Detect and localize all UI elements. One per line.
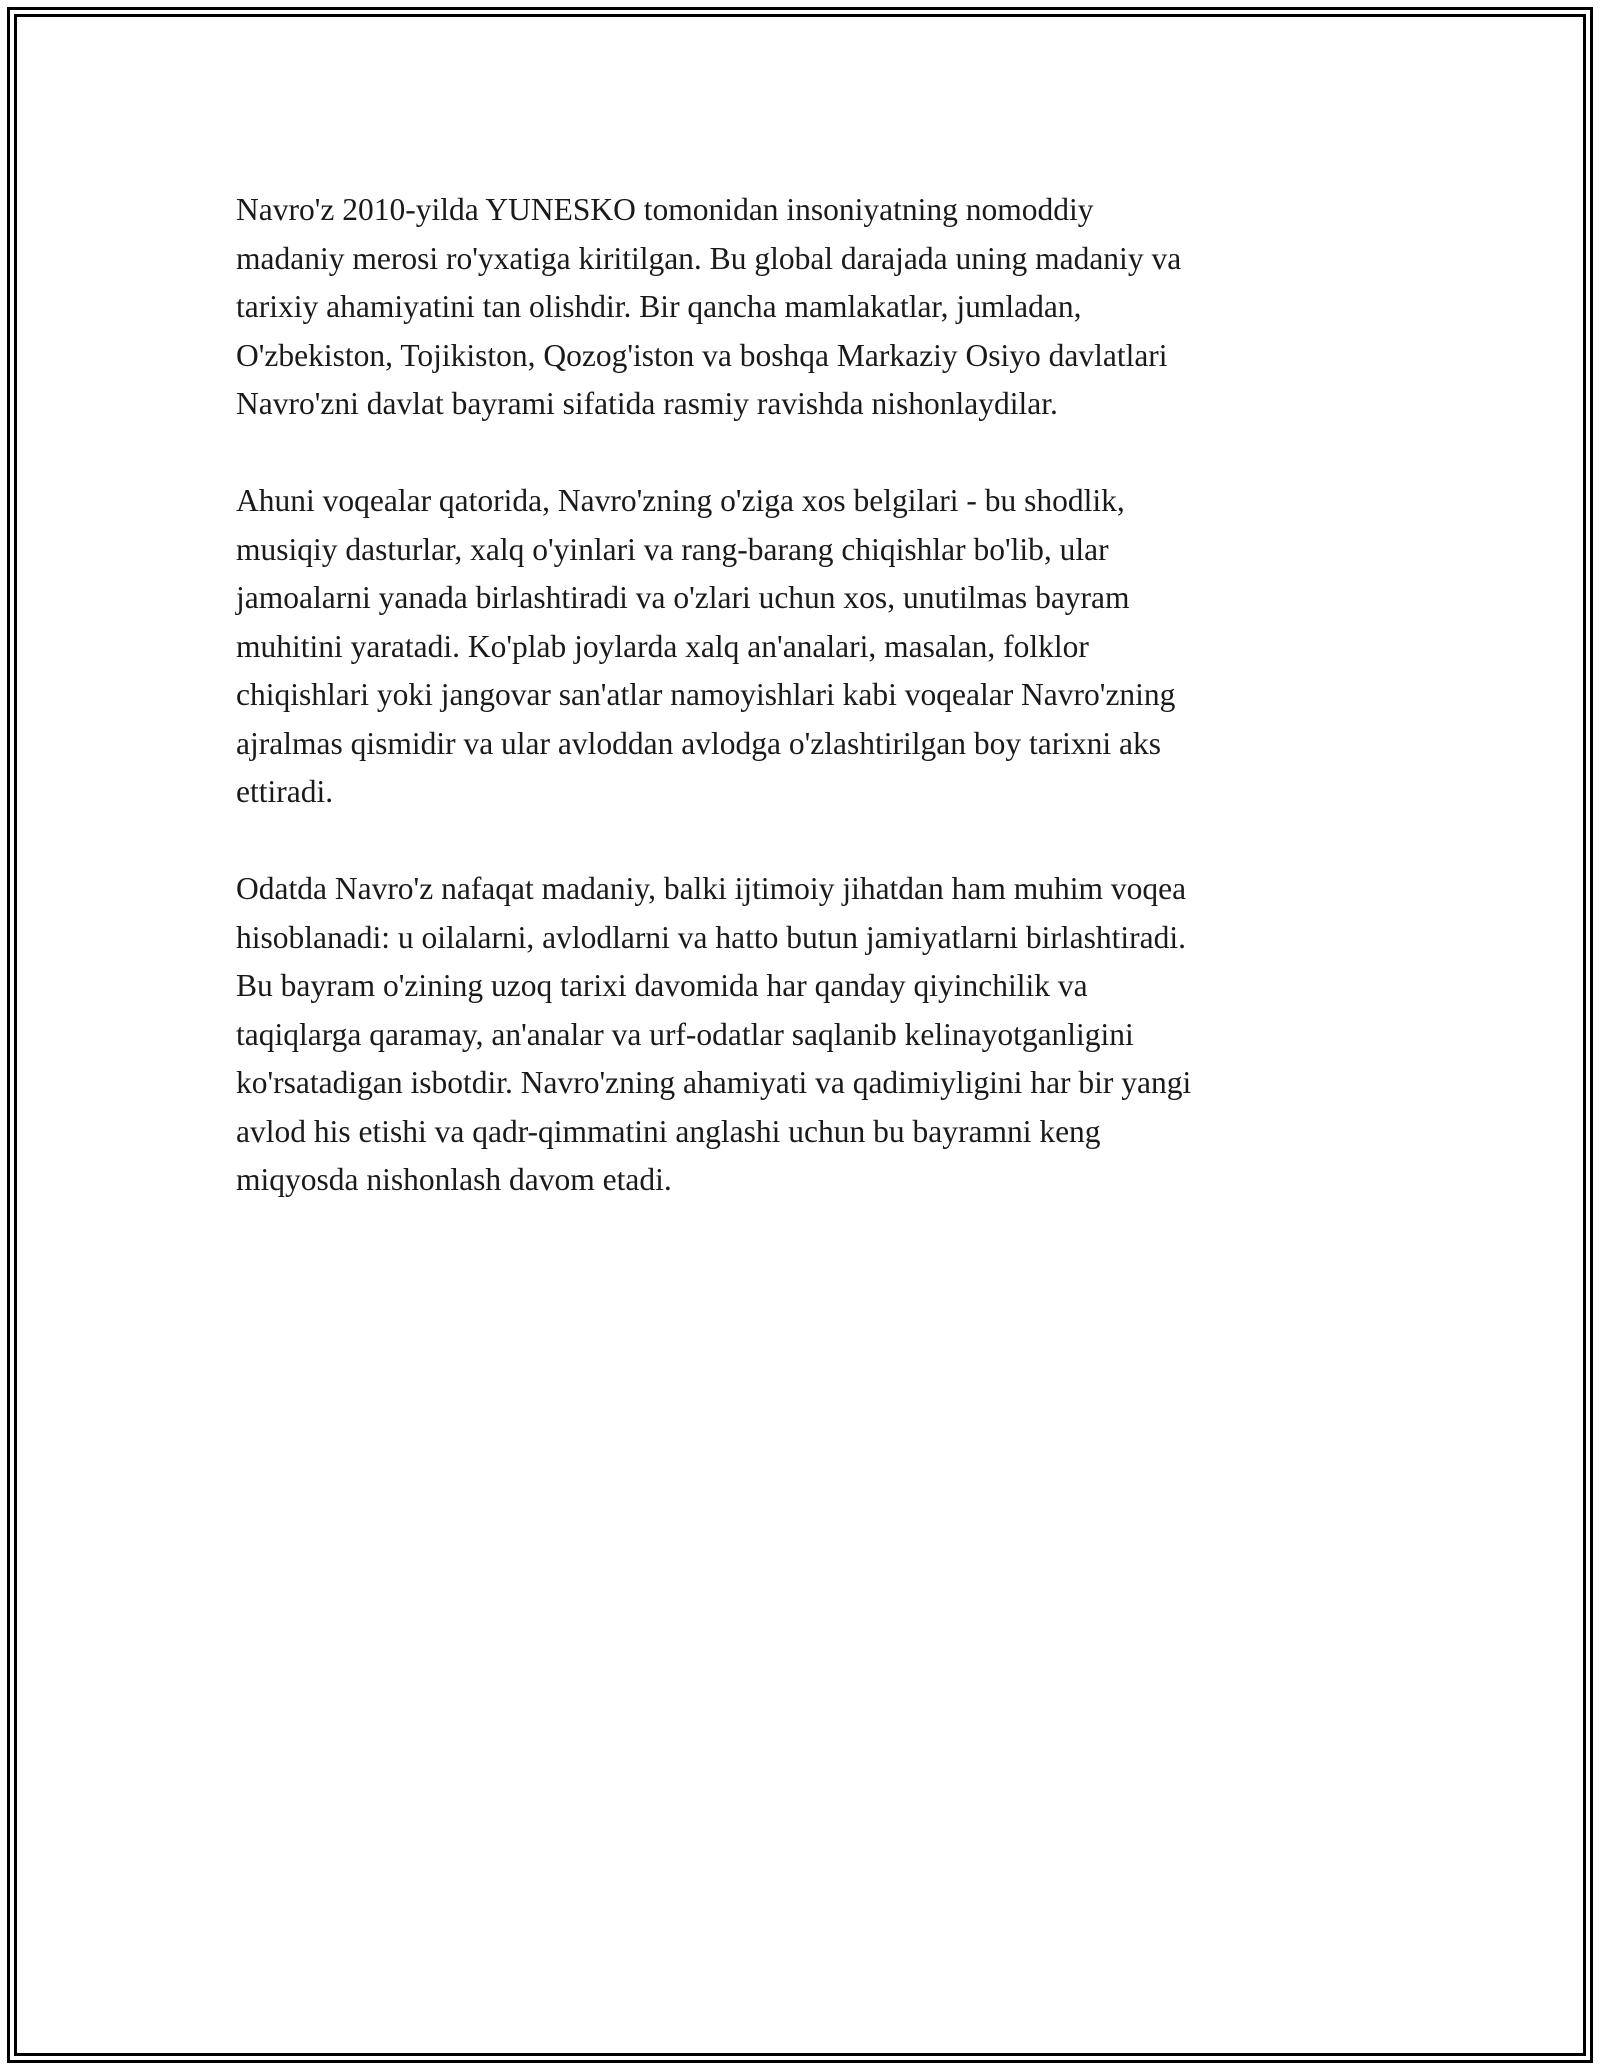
text-line: taqiqlarga qaramay, an'analar va urf-odatlar saqlanib kelinayotganligini [236, 1016, 1134, 1052]
text-line: hisoblanadi: u oilalarni, avlodlarni va hatto butun jamiyatlarni birlashtiradi. [236, 919, 1187, 955]
text-line: avlod his etishi va qadr-qimmatini anglashi uchun bu bayramni keng [236, 1113, 1101, 1149]
text-line: miqyosda nishonlash davom etadi. [236, 1162, 672, 1197]
text-line: ettiradi. [236, 774, 334, 809]
paragraph-3 [236, 865, 1366, 1205]
paragraph-2 [236, 477, 1366, 817]
text-line: chiqishlari yoki jangovar san'atlar namoyishlari kabi voqealar Navro'zning [236, 677, 1176, 712]
text-line: Bu bayram o'zining uzoq tarixi davomida har qanday qiyinchilik va [236, 968, 1088, 1003]
text-line: Navro'z 2010-yilda YUNESKO tomonidan insoniyatning nomoddiy [236, 192, 1094, 227]
text-line: Navro'zni davlat bayrami sifatida rasmiy ravishda nishonlaydilar. [236, 386, 1058, 421]
text-line: jamoalarni yanada birlashtiradi va o'zlari uchun xos, unutilmas bayram [236, 580, 1130, 615]
text-line: Ahuni voqealar qatorida, Navro'zning o'ziga xos belgilari - bu shodlik, [236, 483, 1125, 518]
text-line: O'zbekiston, Tojikiston, Qozog'iston va boshqa Markaziy Osiyo davlatlari [236, 337, 1168, 373]
text-line: tarixiy ahamiyatini tan olishdir. Bir qancha mamlakatlar, jumladan, [236, 289, 1082, 324]
text-line: ko'rsatadigan isbotdir. Navro'zning ahamiyati va qadimiyligini har bir yangi [236, 1065, 1192, 1100]
paragraph-1 [236, 186, 1366, 429]
text-line: muhitini yaratadi. Ko'plab joylarda xalq an'analari, masalan, folklor [236, 628, 1089, 664]
text-line: Odatda Navro'z nafaqat madaniy, balki ijtimoiy jihatdan ham muhim voqea [236, 871, 1187, 906]
text-line: madaniy merosi ro'yxatiga kiritilgan. Bu global darajada uning madaniy va [236, 240, 1182, 276]
text-line: ajralmas qismidir va ular avloddan avlodga o'zlashtirilgan boy tarixni aks [236, 725, 1162, 761]
text-line: musiqiy dasturlar, xalq o'yinlari va rang-barang chiqishlar bo'lib, ular [236, 531, 1109, 567]
document-body [236, 186, 1366, 1253]
